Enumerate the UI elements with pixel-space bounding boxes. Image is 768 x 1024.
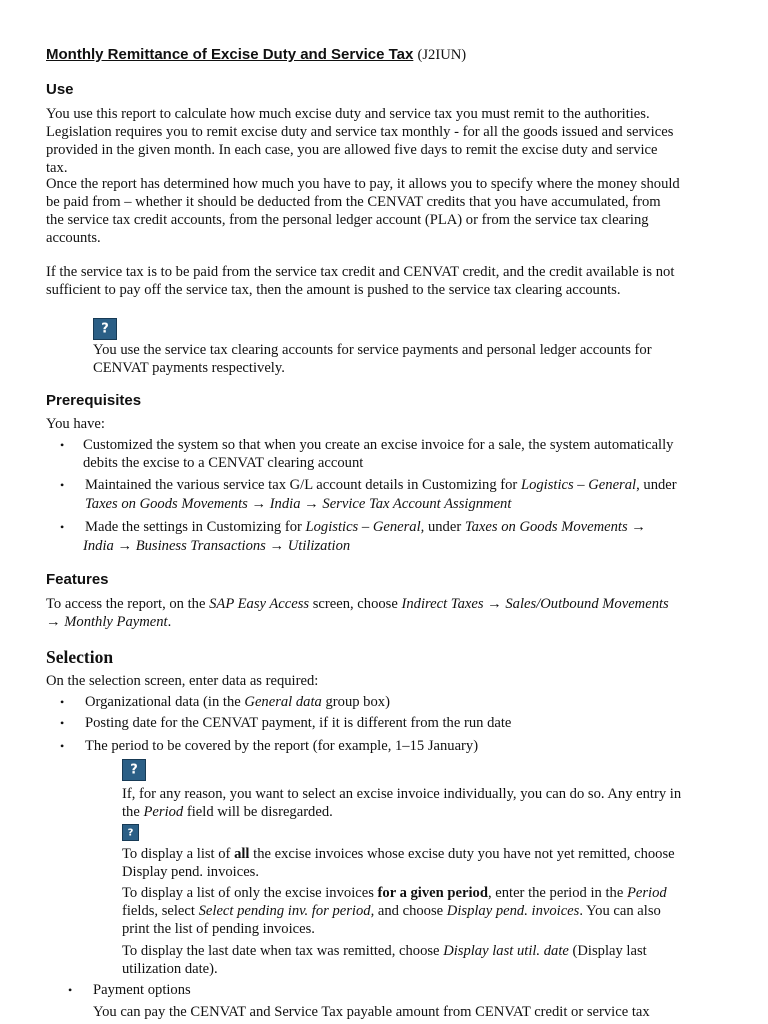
payment-options-text: You can pay the CENVAT and Service Tax payable amount from CENVAT credit or service tax: [93, 1004, 650, 1020]
lightbulb-icon: ?: [122, 759, 146, 781]
page-title: [46, 46, 466, 64]
prereq-item-2: Maintained the various service tax G/L account details in Customizing for Logistics – General, under Taxes on Goods Movements → India → Service Tax Account Assignment: [85, 477, 677, 512]
selection-intro: On the selection screen, enter data as required:: [46, 673, 319, 689]
lightbulb-icon: ?: [93, 318, 117, 340]
bullet-icon: •: [60, 478, 65, 492]
use-paragraph-2: Once the report has determined how much you have to pay, it allows you to specify where the money should be paid from – whether it should be deducted from the CENVAT credits that you have accumulated, from the service tax credit accounts, from the personal ledger account (PLA) or from the service tax clearing accounts.: [46, 176, 680, 246]
selection-item-1: Organizational data (in the General data group box): [85, 694, 390, 710]
selection-item-3: The period to be covered by the report (for example, 1–15 January): [85, 738, 479, 754]
selection-note-individual: If, for any reason, you want to select an excise invoice individually, you can do so. Any entry in the Period field will be disregarded.: [122, 786, 682, 820]
use-note: You use the service tax clearing accounts for service payments and personal ledger accounts for CENVAT payments respectively.: [93, 342, 652, 376]
bullet-icon: •: [68, 983, 73, 997]
lightbulb-icon: ?: [122, 824, 139, 841]
bullet-icon: •: [60, 438, 65, 452]
features-heading: Features: [46, 571, 109, 588]
features-text: To access the report, on the SAP Easy Access screen, choose Indirect Taxes → Sales/Outbound Movements → Monthly Payment.: [46, 596, 669, 630]
use-paragraph-1: You use this report to calculate how much excise duty and service tax you must remit to the authorities. Legislation requires you to remit excise duty and service tax monthly - for all the goods issued and services provided in the given month. In each case, you are allowed five days to remit the excise duty and service tax.: [46, 106, 674, 176]
bullet-icon: •: [60, 695, 65, 709]
prerequisites-heading: Prerequisites: [46, 392, 142, 409]
prerequisites-intro: You have:: [46, 416, 105, 432]
bullet-icon: •: [60, 520, 65, 534]
selection-note-last-date: To display the last date when tax was remitted, choose Display last util. date (Display last utilization date).: [122, 943, 647, 977]
use-heading: Use: [46, 81, 74, 98]
prereq-item-1: Customized the system so that when you create an excise invoice for a sale, the system automatically debits the excise to a CENVAT clearing account: [83, 437, 674, 471]
selection-item-2: Posting date for the CENVAT payment, if it is different from the run date: [85, 715, 512, 731]
bullet-icon: •: [60, 716, 65, 730]
bullet-icon: •: [60, 739, 65, 753]
transaction-code: (J2IUN): [417, 47, 467, 63]
selection-note-period: To display a list of only the excise invoices for a given period, enter the period in the Period fields, select Select pending inv. for period, and choose Display pend. invoices. You can also print the list of pending invoices.: [122, 885, 667, 937]
selection-heading: Selection: [46, 647, 114, 667]
payment-options-heading: Payment options: [93, 982, 191, 998]
title-text: Monthly Remittance of Excise Duty and Service Tax: [46, 46, 414, 63]
selection-note-display-all: To display a list of all the excise invoices whose excise duty you have not yet remitted, choose Display pend. invoices.: [122, 846, 675, 880]
prereq-item-3: Made the settings in Customizing for Logistics – General, under Taxes on Goods Movements → India → Business Transactions → Utilization: [83, 519, 646, 554]
use-paragraph-3: If the service tax is to be paid from the service tax credit and CENVAT credit, and the credit available is not sufficient to pay off the service tax, then the amount is pushed to the service tax clearing accounts.: [46, 264, 675, 298]
